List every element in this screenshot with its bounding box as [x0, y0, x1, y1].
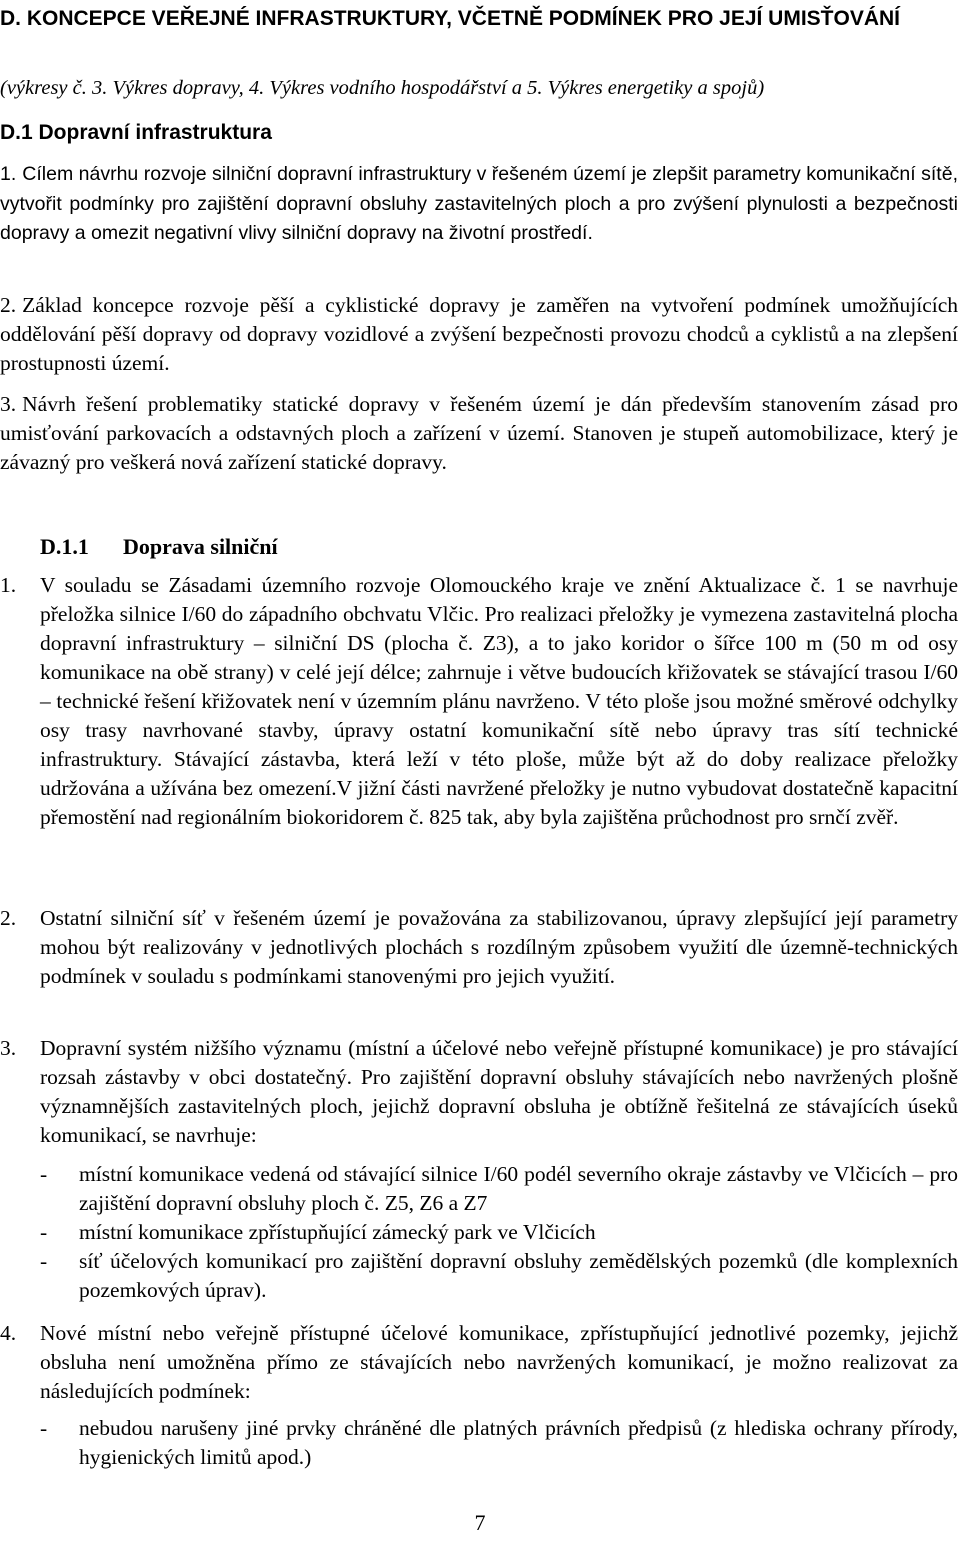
section-paragraph-2: [0, 291, 958, 378]
subsection-item-4: [0, 1319, 958, 1406]
subsection-item-3: [0, 1034, 958, 1150]
dash-list-item: [40, 1160, 958, 1218]
dash-item-text: místní komunikace vedená od stávající silnice I/60 podél severního okraje zástavby ve Vlčicích – pro zajištění dopravní obsluhy ploch č. Z5, Z6 a Z7: [79, 1162, 958, 1215]
chapter-subtitle: (výkresy č. 3. Výkres dopravy, 4. Výkres vodního hospodářství a 5. Výkres energetiky a spojů): [0, 77, 765, 99]
subsection-name: Doprava silniční: [123, 534, 278, 559]
paragraph-number: 3.: [0, 392, 17, 416]
dash-list: [0, 1160, 958, 1305]
dash-list-item: [40, 1247, 958, 1305]
chapter-heading: D. KONCEPCE VEŘEJNÉ INFRASTRUKTURY, VČETNĚ PODMÍNEK PRO JEJÍ UMISŤOVÁNÍ: [0, 7, 901, 30]
subsection-title: [40, 532, 960, 561]
dash-item-text: síť účelových komunikací pro zajištění dopravní obsluhy zemědělských pozemků (dle komplexních pozemkových úprav).: [79, 1249, 958, 1302]
section-title: D.1 Dopravní infrastruktura: [0, 121, 272, 144]
dash-bullet: -: [40, 1249, 48, 1273]
dash-list-item: [40, 1218, 958, 1247]
section-paragraph-1: [0, 160, 958, 249]
section-paragraph-3: [0, 390, 958, 477]
paragraph-text: Návrh řešení problematiky statické dopravy v řešeném území je dán především stanovením zásad pro umisťování parkovacích a odstavných ploch a zařízení v území. Stanoven je stupeň automobilizace, který je závazný pro veškerá nová zařízení statické dopravy.: [0, 392, 958, 474]
subsection-number: D.1.1: [40, 534, 89, 559]
item-number: 1.: [0, 573, 17, 597]
dash-list-2: [0, 1414, 958, 1472]
dash-bullet: -: [40, 1220, 48, 1244]
paragraph-text: Základ koncepce rozvoje pěší a cyklistické dopravy je zaměřen na vytvoření podmínek umožňujících oddělování pěší dopravy od dopravy vozidlové a zvýšení bezpečnosti provozu chodců a cyklistů a na zlepšení prostupnosti území.: [0, 293, 958, 375]
dash-bullet: -: [40, 1416, 48, 1440]
page-number: 7: [474, 1510, 486, 1535]
paragraph-text: Cílem návrhu rozvoje silniční dopravní infrastruktury v řešeném území je zlepšit parametry komunikační sítě, vytvořit podmínky pro zajištění dopravní obsluhy zastavitelných ploch a pro zvýšení plynulosti a bezpečnosti dopravy a omezit negativní vlivy silniční dopravy na životní prostředí.: [0, 163, 958, 244]
subsection-item-1: [0, 571, 958, 832]
dash-item-text: nebudou narušeny jiné prvky chráněné dle platných právních předpisů (z hlediska ochrany přírody, hygienických limitů apod.): [79, 1416, 958, 1469]
item-number: 3.: [0, 1036, 17, 1060]
paragraph-number: 1.: [0, 163, 17, 185]
item-text: V souladu se Zásadami územního rozvoje Olomouckého kraje ve znění Aktualizace č. 1 se navrhuje přeložka silnice I/60 do západního obchvatu Vlčic. Pro realizaci přeložky je vymezena zastavitelná plocha dopravní infrastruktury – silniční DS (plocha č. Z3), a to jako koridor o šířce 100 m (50 m od osy komunikace na obě strany) v celé její délce; zahrnuje i větve budoucích křižovatek se stávající trasou I/60 – technické řešení křižovatek není v územním plánu navrženo. V této ploše jsou možné směrové odchylky osy trasy navrhované stavby, úpravy ostatní komunikační sítě nebo úpravy tras sítí technické infrastruktury. Stávající zástavba, která leží v této ploše, může být až do doby realizace přeložky udržována a užívána bez omezení.V jižní části navržené přeložky je nutno vybudovat dostatečně kapacitní přemostění nad regionálním biokoridorem č. 825 tak, aby byla zajištěna průchodnost pro srnčí zvěř.: [40, 573, 958, 829]
item-text: Ostatní silniční síť v řešeném území je považována za stabilizovanou, úpravy zlepšující její parametry mohou být realizovány v jednotlivých plochách s rozdílným způsobem využití dle územně-technických podmínek v souladu s podmínkami stanovenými pro jejich využití.: [40, 906, 958, 988]
item-number: 2.: [0, 906, 17, 930]
dash-bullet: -: [40, 1162, 48, 1186]
item-text: Dopravní systém nižšího významu (místní a účelové nebo veřejně přístupné komunikace) je pro stávající rozsah zástavby v obci dostatečný. Pro zajištění dopravní obsluhy stávajících nebo navržených plošně významnějších zastavitelných ploch, jejichž dopravní obsluha je obtížně řešitelná ze stávajících úseků komunikací, se navrhuje:: [40, 1036, 958, 1147]
subsection-item-2: [0, 904, 958, 991]
dash-item-text: místní komunikace zpřístupňující zámecký park ve Vlčicích: [79, 1220, 596, 1244]
item-number: 4.: [0, 1321, 17, 1345]
item-text: Nové místní nebo veřejně přístupné účelové komunikace, zpřístupňující jednotlivé pozemky, jejichž obsluha není umožněna přímo ze stávajících nebo navržených komunikací, je možno realizovat za následujících podmínek:: [40, 1321, 958, 1403]
paragraph-number: 2.: [0, 293, 17, 317]
dash-list-item: [40, 1414, 958, 1472]
